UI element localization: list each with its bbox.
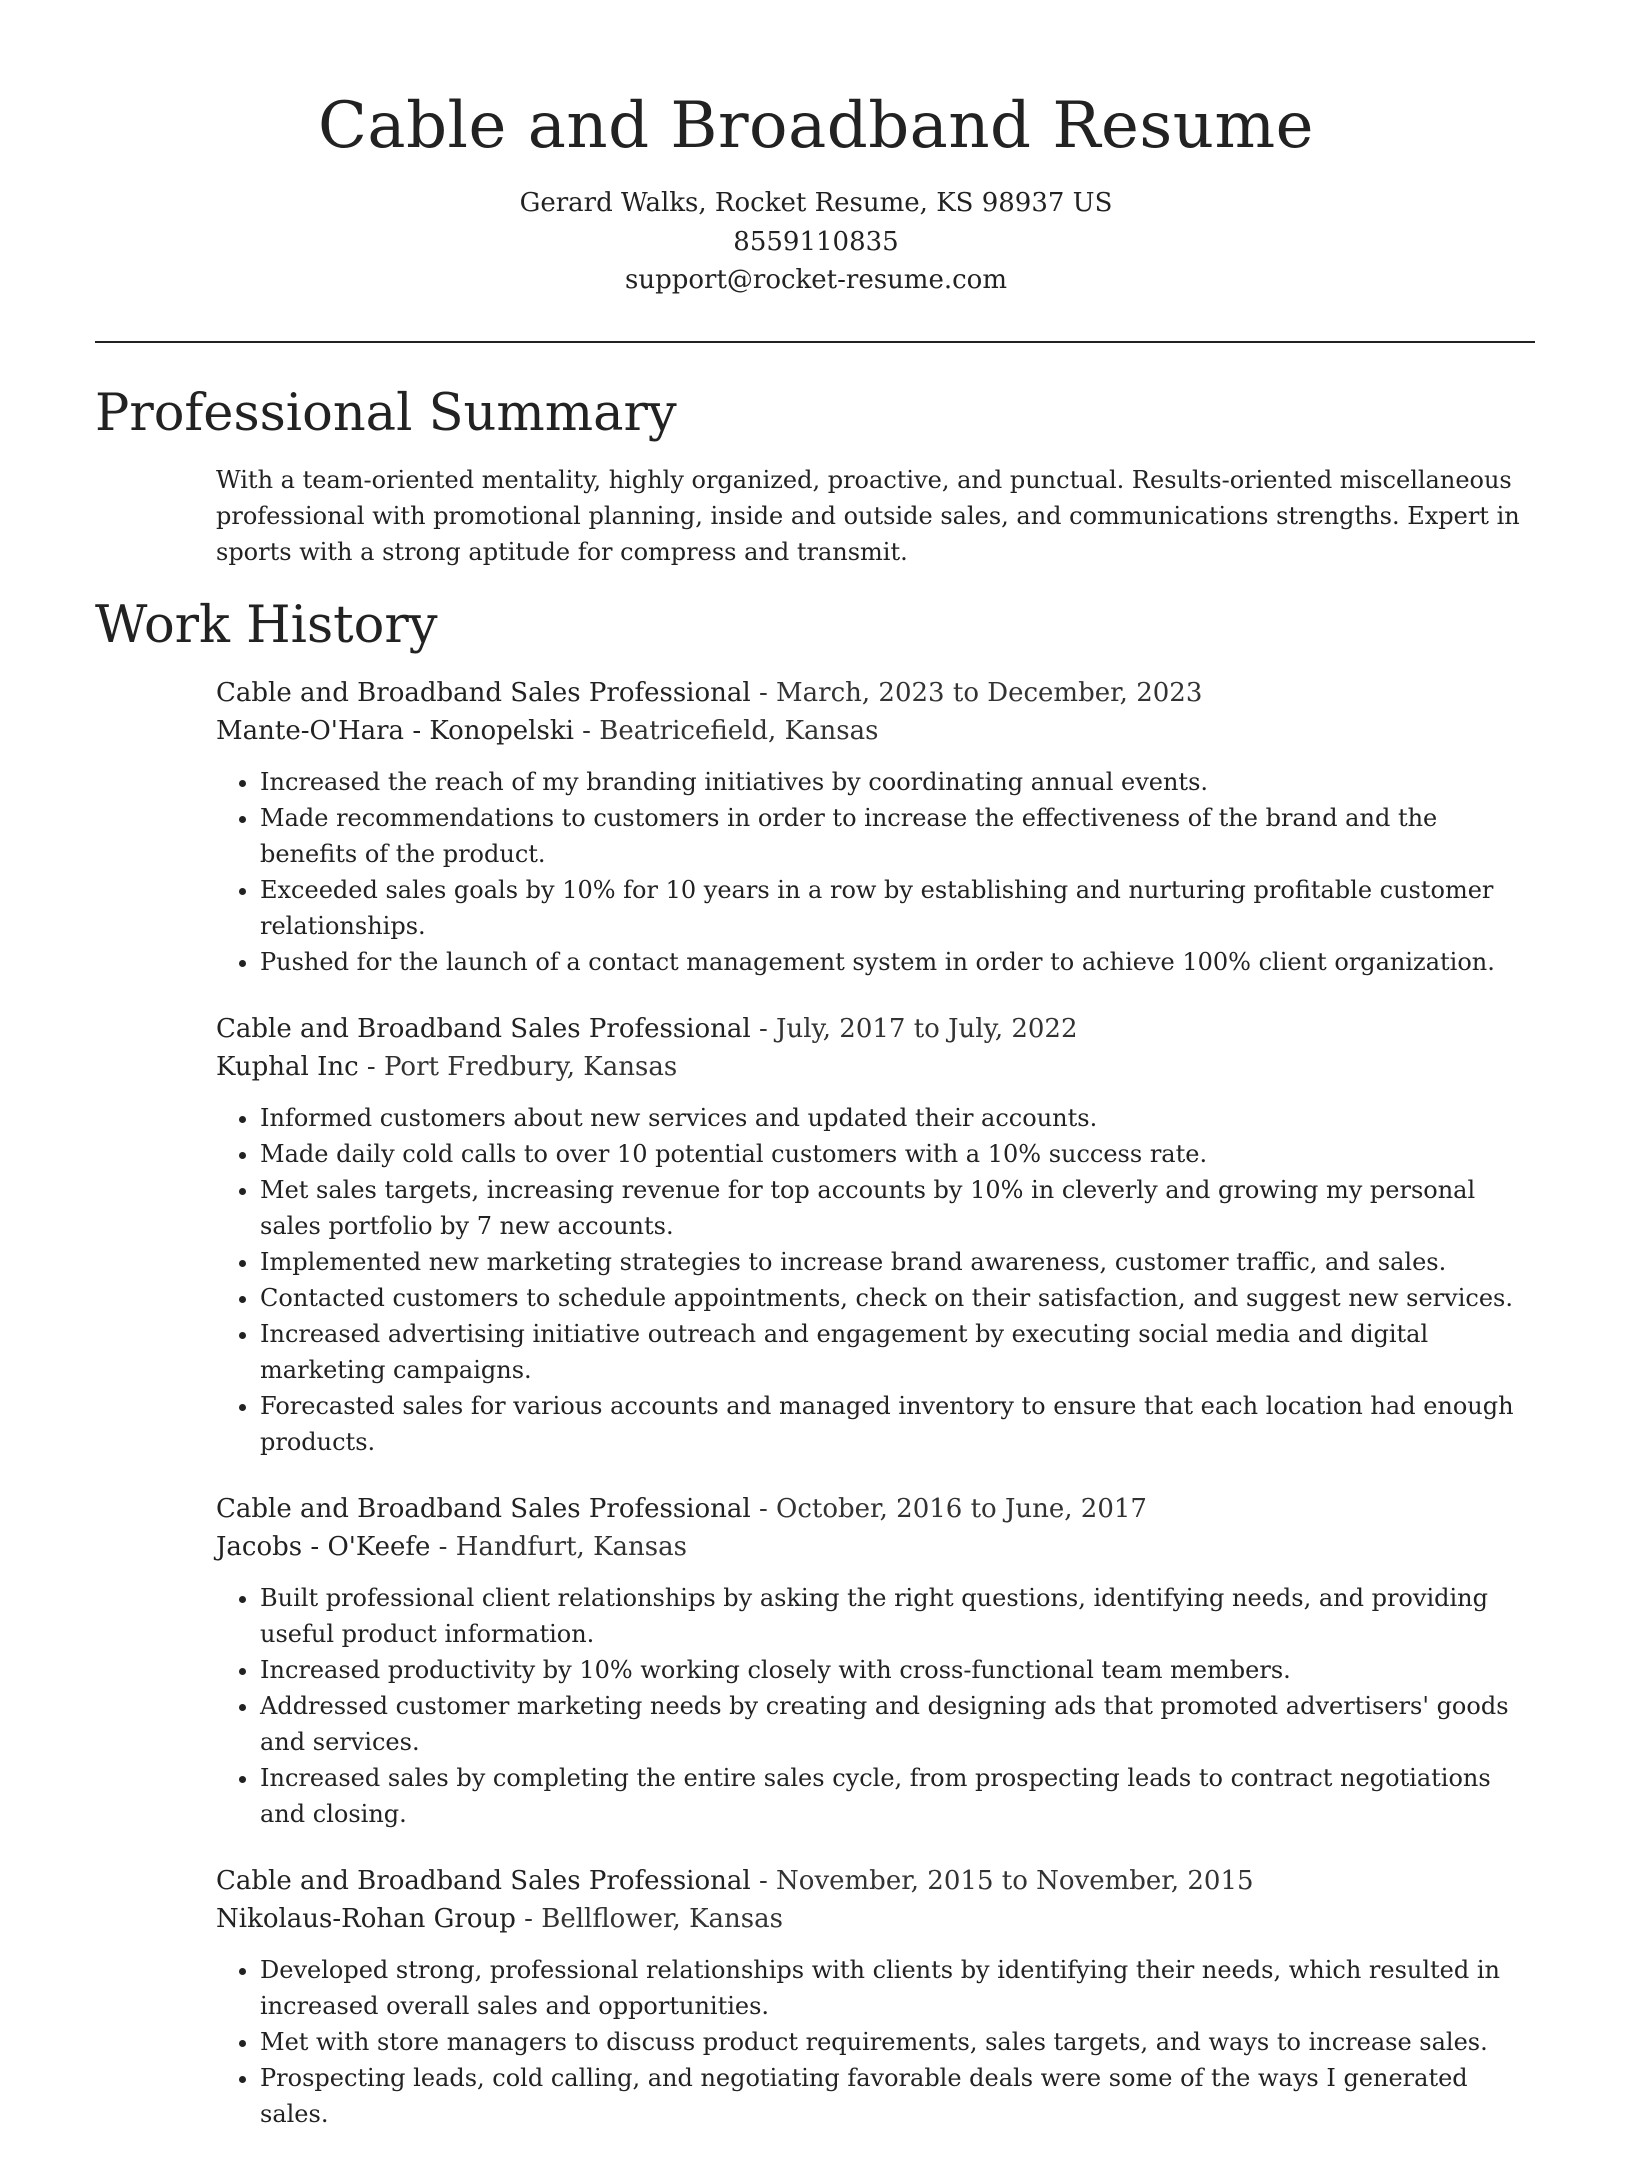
job-title: Cable and Broadband Sales Professional [216,1866,751,1896]
job-company: Mante-O'Hara - Konopelski [216,716,574,746]
job-company: Jacobs - O'Keefe [216,1532,431,1562]
duty-item: • Forecasted sales for various accounts and managed inventory to ensure that each location had enough products. [260,1388,1536,1460]
job-entry [216,1010,1536,1460]
job-dates: July, 2017 to July, 2022 [776,1014,1078,1044]
summary-heading: Professional Summary [95,384,677,443]
work-history-heading: Work History [95,596,438,655]
job-title-line [216,1862,1536,1900]
separator: - [573,716,600,746]
job-duties [216,1580,1536,1832]
resume-title: Cable and Broadband Resume [317,89,1315,163]
duty-item: • Exceeded sales goals by 10% for 10 years in a row by establishing and nurturing profitable customer relationships. [260,872,1536,944]
job-company: Nikolaus-Rohan Group [216,1904,516,1934]
separator: - [750,1866,777,1896]
duty-item: • Increased the reach of my branding initiatives by coordinating annual events. [260,764,1536,800]
duty-item: • Built professional client relationships by asking the right questions, identifying needs, and providing useful product information. [260,1580,1536,1652]
job-company-line [216,1048,1536,1086]
separator: - [430,1532,456,1562]
separator: - [750,1014,777,1044]
job-title: Cable and Broadband Sales Professional [216,1014,751,1044]
duty-item: • Increased advertising initiative outreach and engagement by executing social media and digital marketing campaigns. [260,1316,1536,1388]
job-company-line [216,1900,1536,1938]
summary-text: With a team-oriented mentality, highly organized, proactive, and punctual. Results-oriented miscellaneous professional with promotional planning, inside and outside sales, and communications strengths. Expert in sports with a strong aptitude for compress and transmit. [216,466,1520,566]
separator: - [358,1052,384,1082]
duty-item: • Addressed customer marketing needs by creating and designing ads that promoted advertisers' goods and services. [260,1688,1536,1760]
duty-item: • Pushed for the launch of a contact management system in order to achieve 100% client organization. [260,944,1536,980]
job-duties [216,1952,1536,2132]
job-company: Kuphal Inc [216,1052,359,1082]
job-dates: November, 2015 to November, 2015 [776,1866,1254,1896]
contact-block [0,184,1632,300]
job-duties [216,1100,1536,1460]
job-title: Cable and Broadband Sales Professional [216,1494,751,1524]
job-location: Beatricefield, Kansas [599,716,879,746]
duty-item: • Increased sales by completing the entire sales cycle, from prospecting leads to contract negotiations and closing. [260,1760,1536,1832]
contact-address: Gerard Walks, Rocket Resume, KS 98937 US [519,188,1113,218]
work-history-list [216,674,1536,2162]
job-entry [216,1490,1536,1832]
job-title-line [216,674,1536,712]
duty-item: • Met sales targets, increasing revenue for top accounts by 10% in cleverly and growing my personal sales portfolio by 7 new accounts. [260,1172,1536,1244]
job-entry [216,674,1536,980]
duty-item: • Increased productivity by 10% working closely with cross-functional team members. [260,1652,1536,1688]
duty-item: • Contacted customers to schedule appointments, check on their satisfaction, and suggest new services. [260,1280,1536,1316]
separator: - [515,1904,542,1934]
resume-header [0,0,1632,300]
contact-phone: 8559110835 [733,226,899,257]
job-company-line [216,712,1536,750]
job-title: Cable and Broadband Sales Professional [216,678,751,708]
header-divider [95,341,1535,343]
duty-item: • Developed strong, professional relationships with clients by identifying their needs, which resulted in increased overall sales and opportunities. [260,1952,1536,2024]
job-title-line [216,1490,1536,1528]
job-title-line [216,1010,1536,1048]
duty-item: • Made daily cold calls to over 10 potential customers with a 10% success rate. [260,1136,1536,1172]
separator: - [750,1494,777,1524]
job-company-line [216,1528,1536,1566]
job-location: Port Fredbury, Kansas [383,1052,678,1082]
duty-item: • Implemented new marketing strategies to increase brand awareness, customer traffic, and sales. [260,1244,1536,1280]
contact-email: support@rocket-resume.com [624,265,1007,295]
job-duties [216,764,1536,980]
separator: - [750,678,777,708]
job-dates: October, 2016 to June, 2017 [776,1494,1147,1524]
job-location: Bellflower, Kansas [541,1904,783,1934]
job-dates: March, 2023 to December, 2023 [776,678,1203,708]
duty-item: • Made recommendations to customers in order to increase the effectiveness of the brand and the benefits of the product. [260,800,1536,872]
duty-item: • Informed customers about new services and updated their accounts. [260,1100,1536,1136]
job-entry [216,1862,1536,2132]
duty-item: • Met with store managers to discuss product requirements, sales targets, and ways to increase sales. [260,2024,1536,2060]
job-location: Handfurt, Kansas [455,1532,687,1562]
duty-item: • Prospecting leads, cold calling, and negotiating favorable deals were some of the ways I generated sales. [260,2060,1536,2132]
